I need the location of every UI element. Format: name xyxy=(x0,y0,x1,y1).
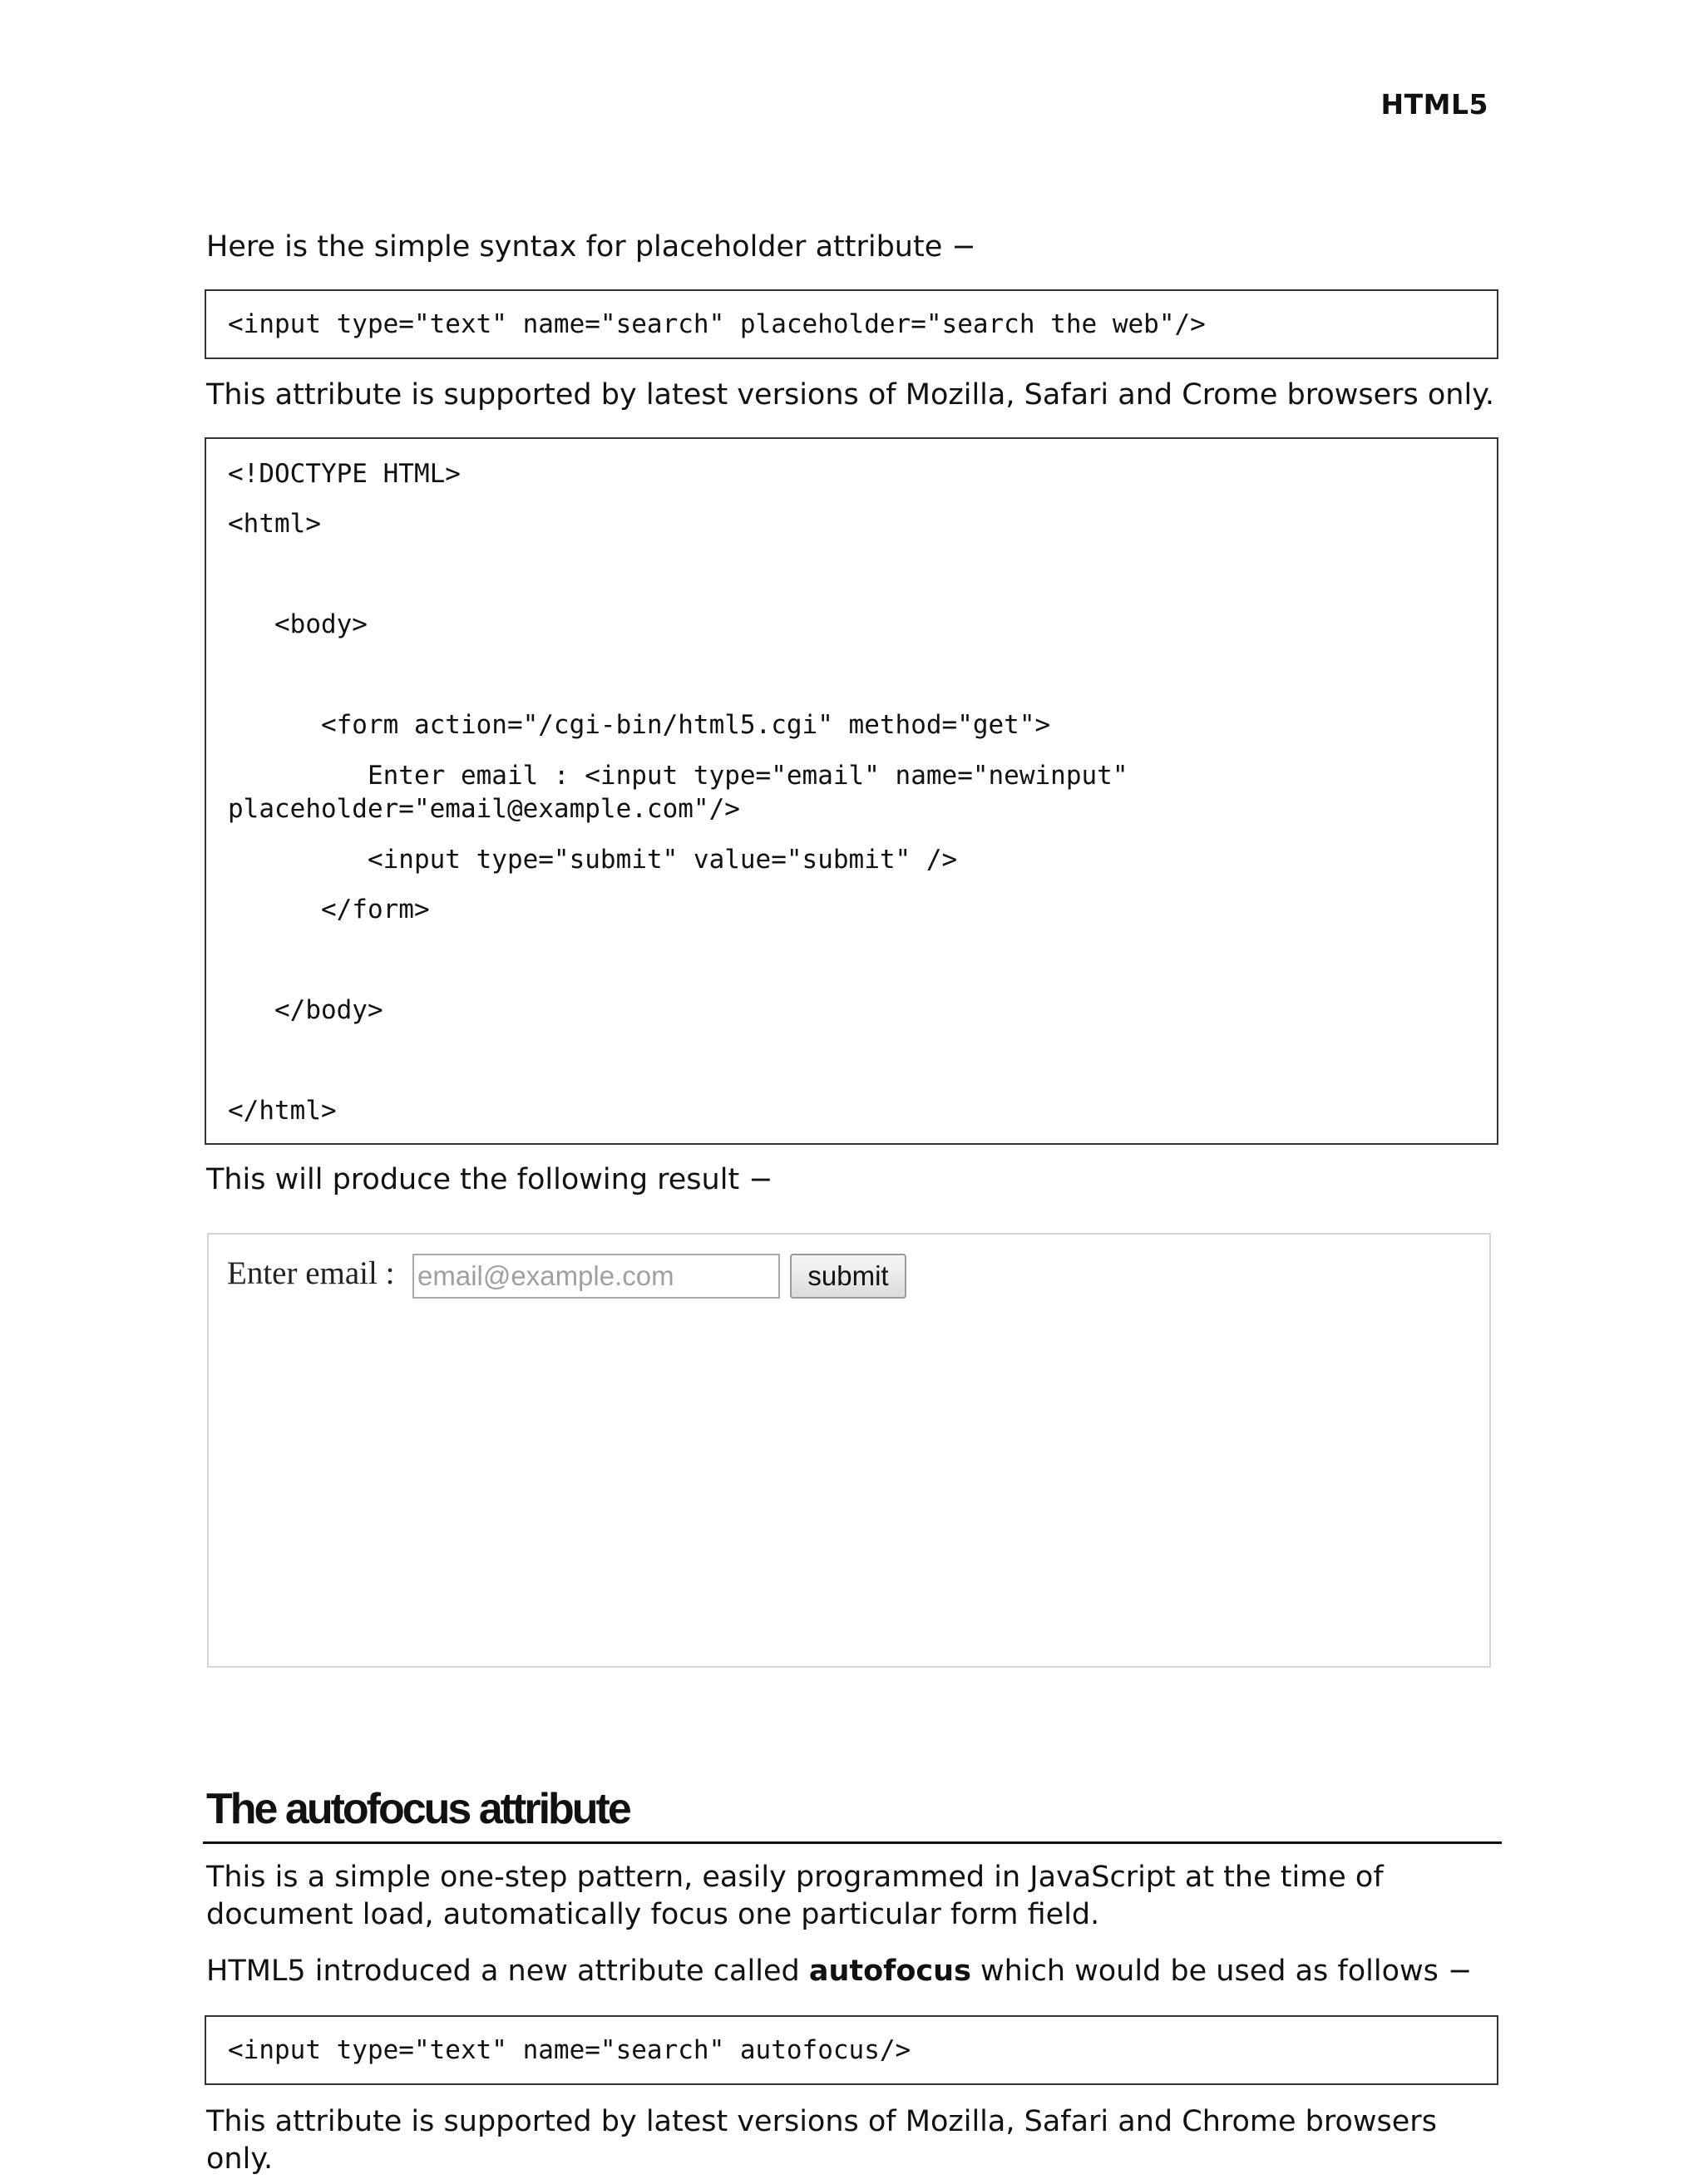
email-label: Enter email : xyxy=(227,1255,395,1291)
section-heading: The autofocus attribute xyxy=(206,1785,629,1833)
code-line: <input type="submit" value="submit" /> xyxy=(228,845,958,875)
autofocus-intro-text-end: which would be used as follows − xyxy=(970,1955,1473,1988)
code-line: <input type="text" name="search" autofocus/> xyxy=(228,2035,911,2065)
code-line: </html> xyxy=(228,1096,337,1126)
heading-divider xyxy=(203,1841,1502,1844)
code-line: Enter email : <input type="email" name="newinput" xyxy=(228,761,1128,791)
autofocus-keyword: autofocus xyxy=(808,1955,971,1988)
code-line: <html> xyxy=(228,509,321,539)
running-header: HTML5 xyxy=(1380,88,1488,121)
code-line: <input type="text" name="search" placeholder="search the web"/> xyxy=(228,309,1206,339)
code-line: placeholder="email@example.com"/> xyxy=(228,794,740,824)
autofocus-intro-text: HTML5 introduced a new attribute called xyxy=(206,1955,809,1988)
section-paragraph: This is a simple one-step pattern, easily programmed in JavaScript at the time of document load, automatically focus one particular form field. xyxy=(206,1861,1384,1931)
code-line: <!DOCTYPE HTML> xyxy=(228,459,461,489)
support-paragraph: This attribute is supported by latest versions of Mozilla, Safari and Crome browsers only. xyxy=(206,378,1495,412)
support-paragraph: This attribute is supported by latest versions of Mozilla, Safari and Chrome browsers only. xyxy=(206,2105,1437,2176)
intro-paragraph: Here is the simple syntax for placeholder attribute − xyxy=(206,230,976,264)
code-line: </form> xyxy=(228,895,430,924)
code-line: </body> xyxy=(228,995,383,1025)
result-preview-frame xyxy=(207,1233,1491,1668)
syntax-code-block xyxy=(205,289,1498,359)
autofocus-code-block xyxy=(205,2015,1498,2085)
code-line: <form action="/cgi-bin/html5.cgi" method="get"> xyxy=(228,710,1051,740)
example-code-block xyxy=(205,437,1498,1145)
code-line: <body> xyxy=(228,609,368,639)
email-input[interactable] xyxy=(412,1254,780,1299)
submit-button[interactable]: submit xyxy=(790,1254,906,1299)
result-intro-paragraph: This will produce the following result − xyxy=(206,1163,773,1196)
autofocus-intro-paragraph xyxy=(206,1953,1503,1990)
